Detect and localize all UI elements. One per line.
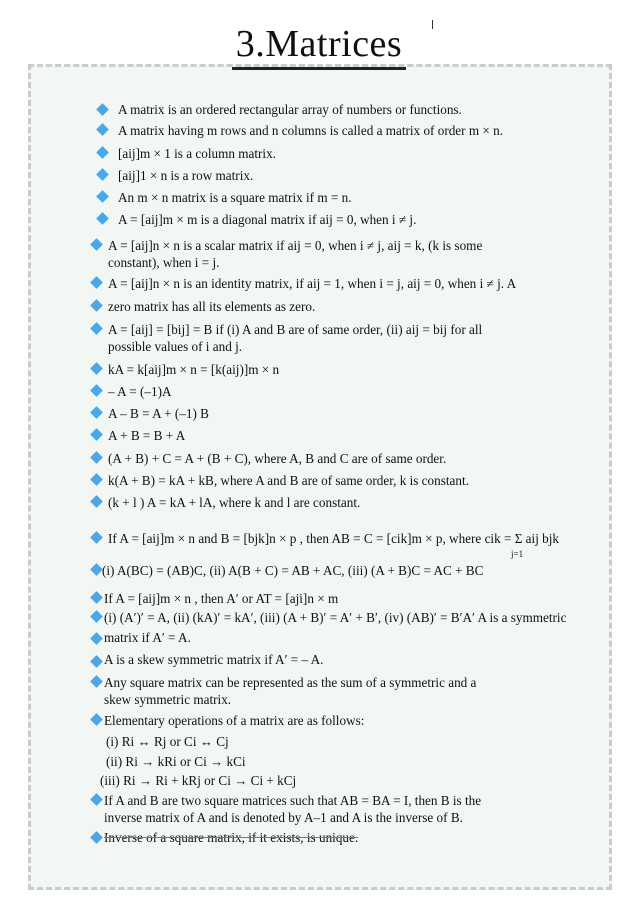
text-line: kA = k[aij]m × n = [k(aij)]m × n [108,362,280,377]
text-line: A + B = B + A [108,428,186,443]
page-title: 3.Matrices [0,22,638,66]
text-line: (i) Ri ↔ Rj or Ci ↔ Cj [106,734,229,749]
text-line: k(A + B) = kA + kB, where A and B are of same order, k is constant. [108,473,469,488]
text-line: [aij]1 × n is a row matrix. [118,168,254,183]
text-line: If A = [aij]m × n and B = [bjk]n × p , then AB = C = [cik]m × p, where cik = Σ aij bjk [108,531,560,546]
text-line: inverse matrix of A and is denoted by A–1 and A is the inverse of B. [104,810,463,825]
text-line: possible values of i and j. [108,339,243,354]
sum-lower-limit: j=1 [511,549,524,559]
text-line: A is a skew symmetric matrix if A′ = – A. [104,652,324,667]
text-line: A – B = A + (–1) B [108,406,209,421]
text-line: zero matrix has all its elements as zero. [108,299,316,314]
text-line: (i) A(BC) = (AB)C, (ii) A(B + C) = AB + AC, (iii) (A + B)C = AC + BC [102,563,484,578]
text-line: – A = (–1)A [108,384,172,399]
text-line: skew symmetric matrix. [104,692,232,707]
text-line: A = [aij] = [bij] = B if (i) A and B are of same order, (ii) aij = bij for all [108,322,483,337]
text-line: (i) (A′)′ = A, (ii) (kA)′ = kA′, (iii) (A + B)′ = A′ + B′, (iv) (AB)′ = B′A′ A is a symmetric [104,610,567,625]
text-line: matrix if A′ = A. [104,630,191,645]
text-line: constant), when i = j. [108,255,220,270]
text-line: Elementary operations of a matrix are as follows: [104,713,365,728]
text-line: If A and B are two square matrices such that AB = BA = I, then B is the [104,793,482,808]
text-line: (ii) Ri → kRi or Ci → kCi [106,754,246,769]
text-line: (k + l ) A = kA + lA, where k and l are constant. [108,495,361,510]
text-line: A = [aij]n × n is a scalar matrix if aij = 0, when i ≠ j, aij = k, (k is some [108,238,483,253]
text-line: [aij]m × 1 is a column matrix. [118,146,276,161]
text-line: Inverse of a square matrix, if it exists, is unique. [104,830,359,845]
text-line: A matrix is an ordered rectangular array of numbers or functions. [118,102,462,117]
text-line: Any square matrix can be represented as the sum of a symmetric and a [104,675,477,690]
text-line: An m × n matrix is a square matrix if m = n. [118,190,352,205]
text-line: A matrix having m rows and n columns is called a matrix of order m × n. [118,123,504,138]
text-line: (A + B) + C = A + (B + C), where A, B and C are of same order. [108,451,447,466]
text-line: A = [aij]m × m is a diagonal matrix if aij = 0, when i ≠ j. [118,212,417,227]
text-line: If A = [aij]m × n , then A′ or AT = [aji]n × m [104,591,339,606]
text-line: A = [aij]n × n is an identity matrix, if aij = 1, when i = j, aij = 0, when i ≠ j. A [108,276,517,291]
text-line: (iii) Ri → Ri + kRj or Ci → Ci + kCj [100,773,297,788]
